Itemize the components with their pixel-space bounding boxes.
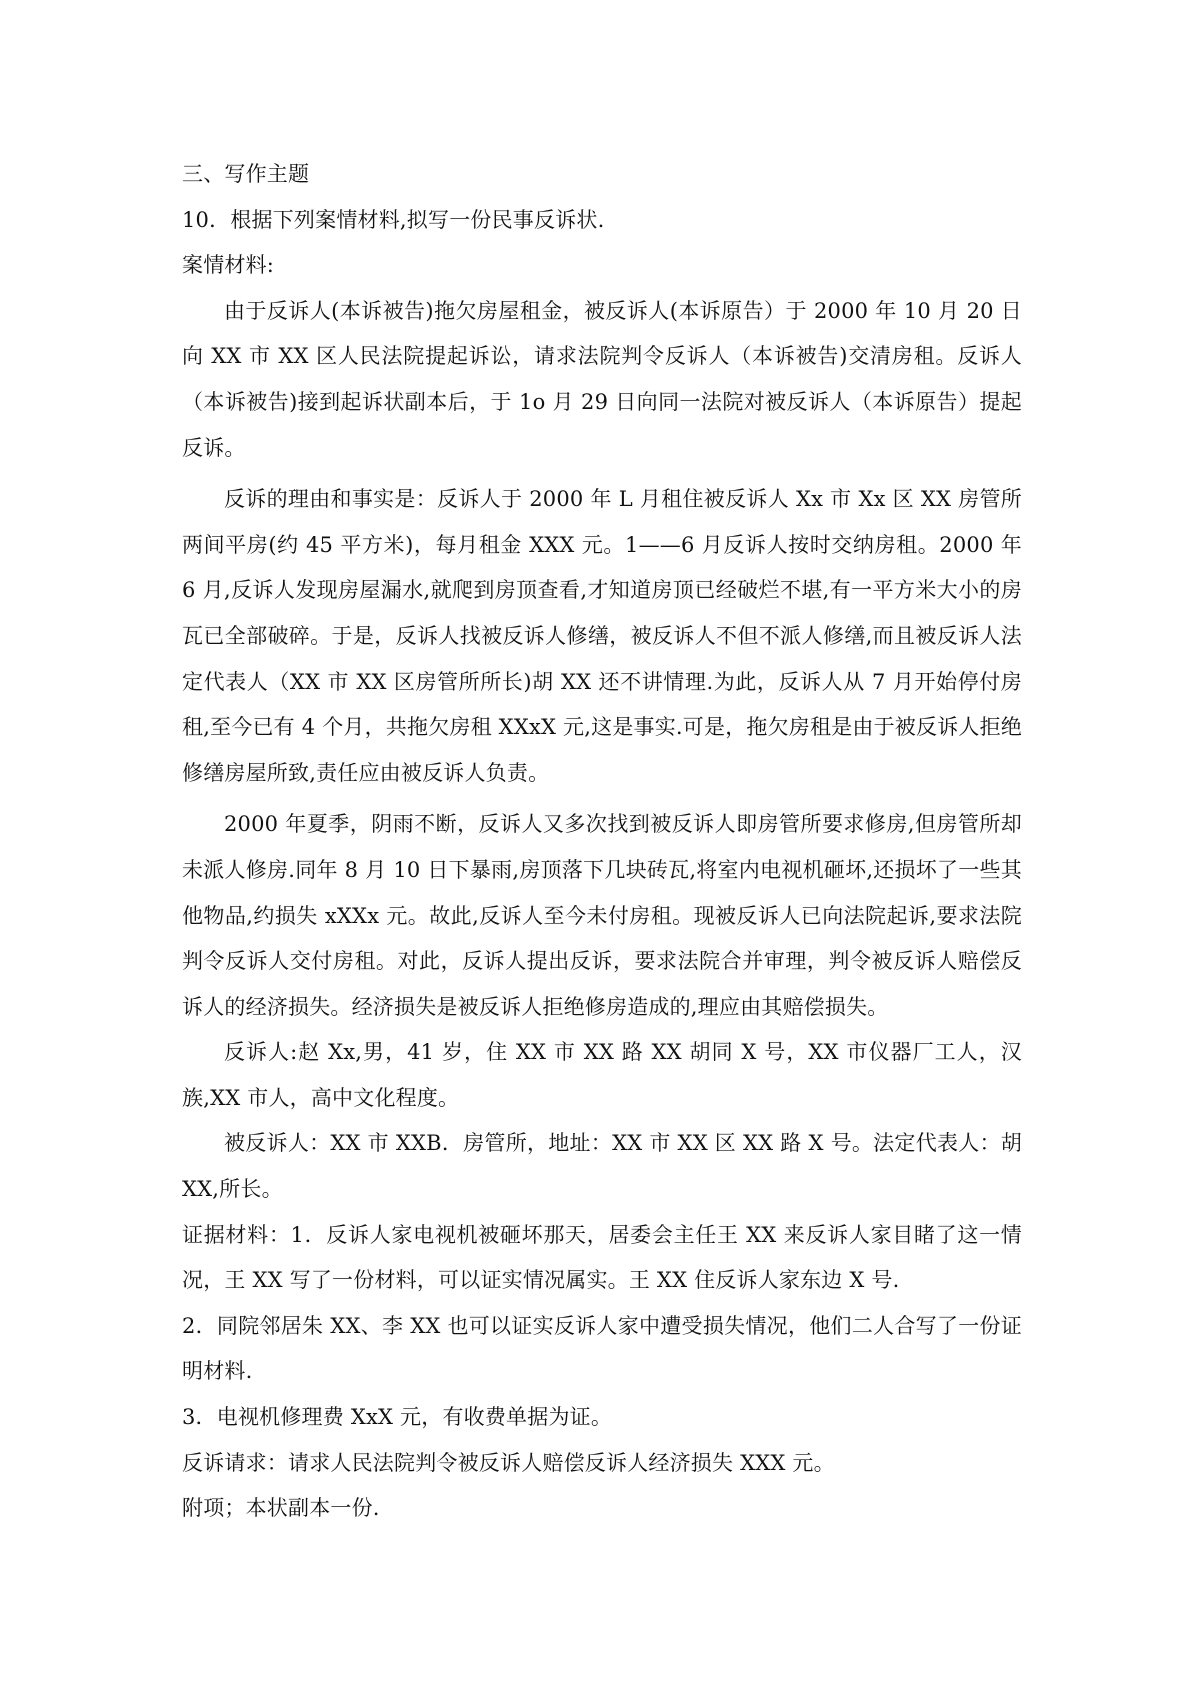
counterclaim-request: 反诉请求：请求人民法院判令被反诉人赔偿反诉人经济损失 XXX 元。 [182, 1450, 835, 1475]
case-materials-label: 案情材料: [182, 253, 275, 278]
evidence-item-3: 3．电视机修理费 XxX 元，有收费单据为证。 [182, 1405, 613, 1430]
counter-defendant-info: 被反诉人：XX 市 XXB．房管所，地址：XX 市 XX 区 XX 路 X 号。法定代表人：胡 XX,所长。 [182, 1131, 1022, 1202]
case-paragraph-filing: 由于反诉人(本诉被告)拖欠房屋租金，被反诉人(本诉原告）于 2000 年 10 月 20 日向 XX 市 XX 区人民法院提起诉讼，请求法院判令反诉人（本诉被告)交清房租。反诉人（本诉被告)接到起诉状副本后，于 1o 月 29 日向同一法院对被反诉人（本诉原告）提起反诉。 [182, 298, 1022, 460]
section-heading: 三、写作主题 [182, 162, 310, 186]
evidence-item-2: 2．同院邻居朱 XX、李 XX 也可以证实反诉人家中遭受损失情况，他们二人合写了一份证明材料. [182, 1313, 1022, 1384]
case-paragraph-damage: 2000 年夏季，阴雨不断，反诉人又多次找到被反诉人即房管所要求修房,但房管所却未派人修房.同年 8 月 10 日下暴雨,房顶落下几块砖瓦,将室内电视机砸坏,还损坏了一些其他物品,约损失 xXXx 元。故此,反诉人至今未付房租。现被反诉人已向法院起诉,要求法院判令反诉人交付房租。对此，反诉人提出反诉，要求法院合并审理，判令被反诉人赔偿反诉人的经济损失。经济损失是被反诉人拒绝修房造成的,理应由其赔偿损失。 [182, 812, 1022, 1019]
evidence-item-1: 证据材料：1．反诉人家电视机被砸坏那天，居委会主任王 XX 来反诉人家目睹了这一情况，王 XX 写了一份材料，可以证实情况属实。王 XX 住反诉人家东边 X 号. [182, 1222, 1022, 1293]
document-body [182, 152, 1022, 1532]
case-paragraph-reasons: 反诉的理由和事实是：反诉人于 2000 年 L 月租住被反诉人 Xx 市 Xx 区 XX 房管所两间平房(约 45 平方米)，每月租金 XXX 元。1——6 月反诉人按时交纳房租。2000 年 6 月,反诉人发现房屋漏水,就爬到房顶查看,才知道房顶已经破烂不堪,有一平方米大小的房瓦已全部破碎。于是，反诉人找被反诉人修缮，被反诉人不但不派人修缮,而且被反诉人法定代表人（XX 市 XX 区房管所所长)胡 XX 还不讲情理.为此，反诉人从 7 月开始停付房租,至今已有 4 个月，共拖欠房租 XXxX 元,这是事实.可是，拖欠房租是由于被反诉人拒绝修缮房屋所致,责任应由被反诉人负责。 [182, 487, 1022, 785]
counter-plaintiff-info: 反诉人:赵 Xx,男，41 岁，住 XX 市 XX 路 XX 胡同 X 号，XX 市仪器厂工人，汉族,XX 市人，高中文化程度。 [182, 1040, 1022, 1110]
attachment-note: 附项；本状副本一份. [182, 1496, 380, 1521]
question-text: 10．根据下列案情材料,拟写一份民事反诉状. [182, 207, 605, 232]
